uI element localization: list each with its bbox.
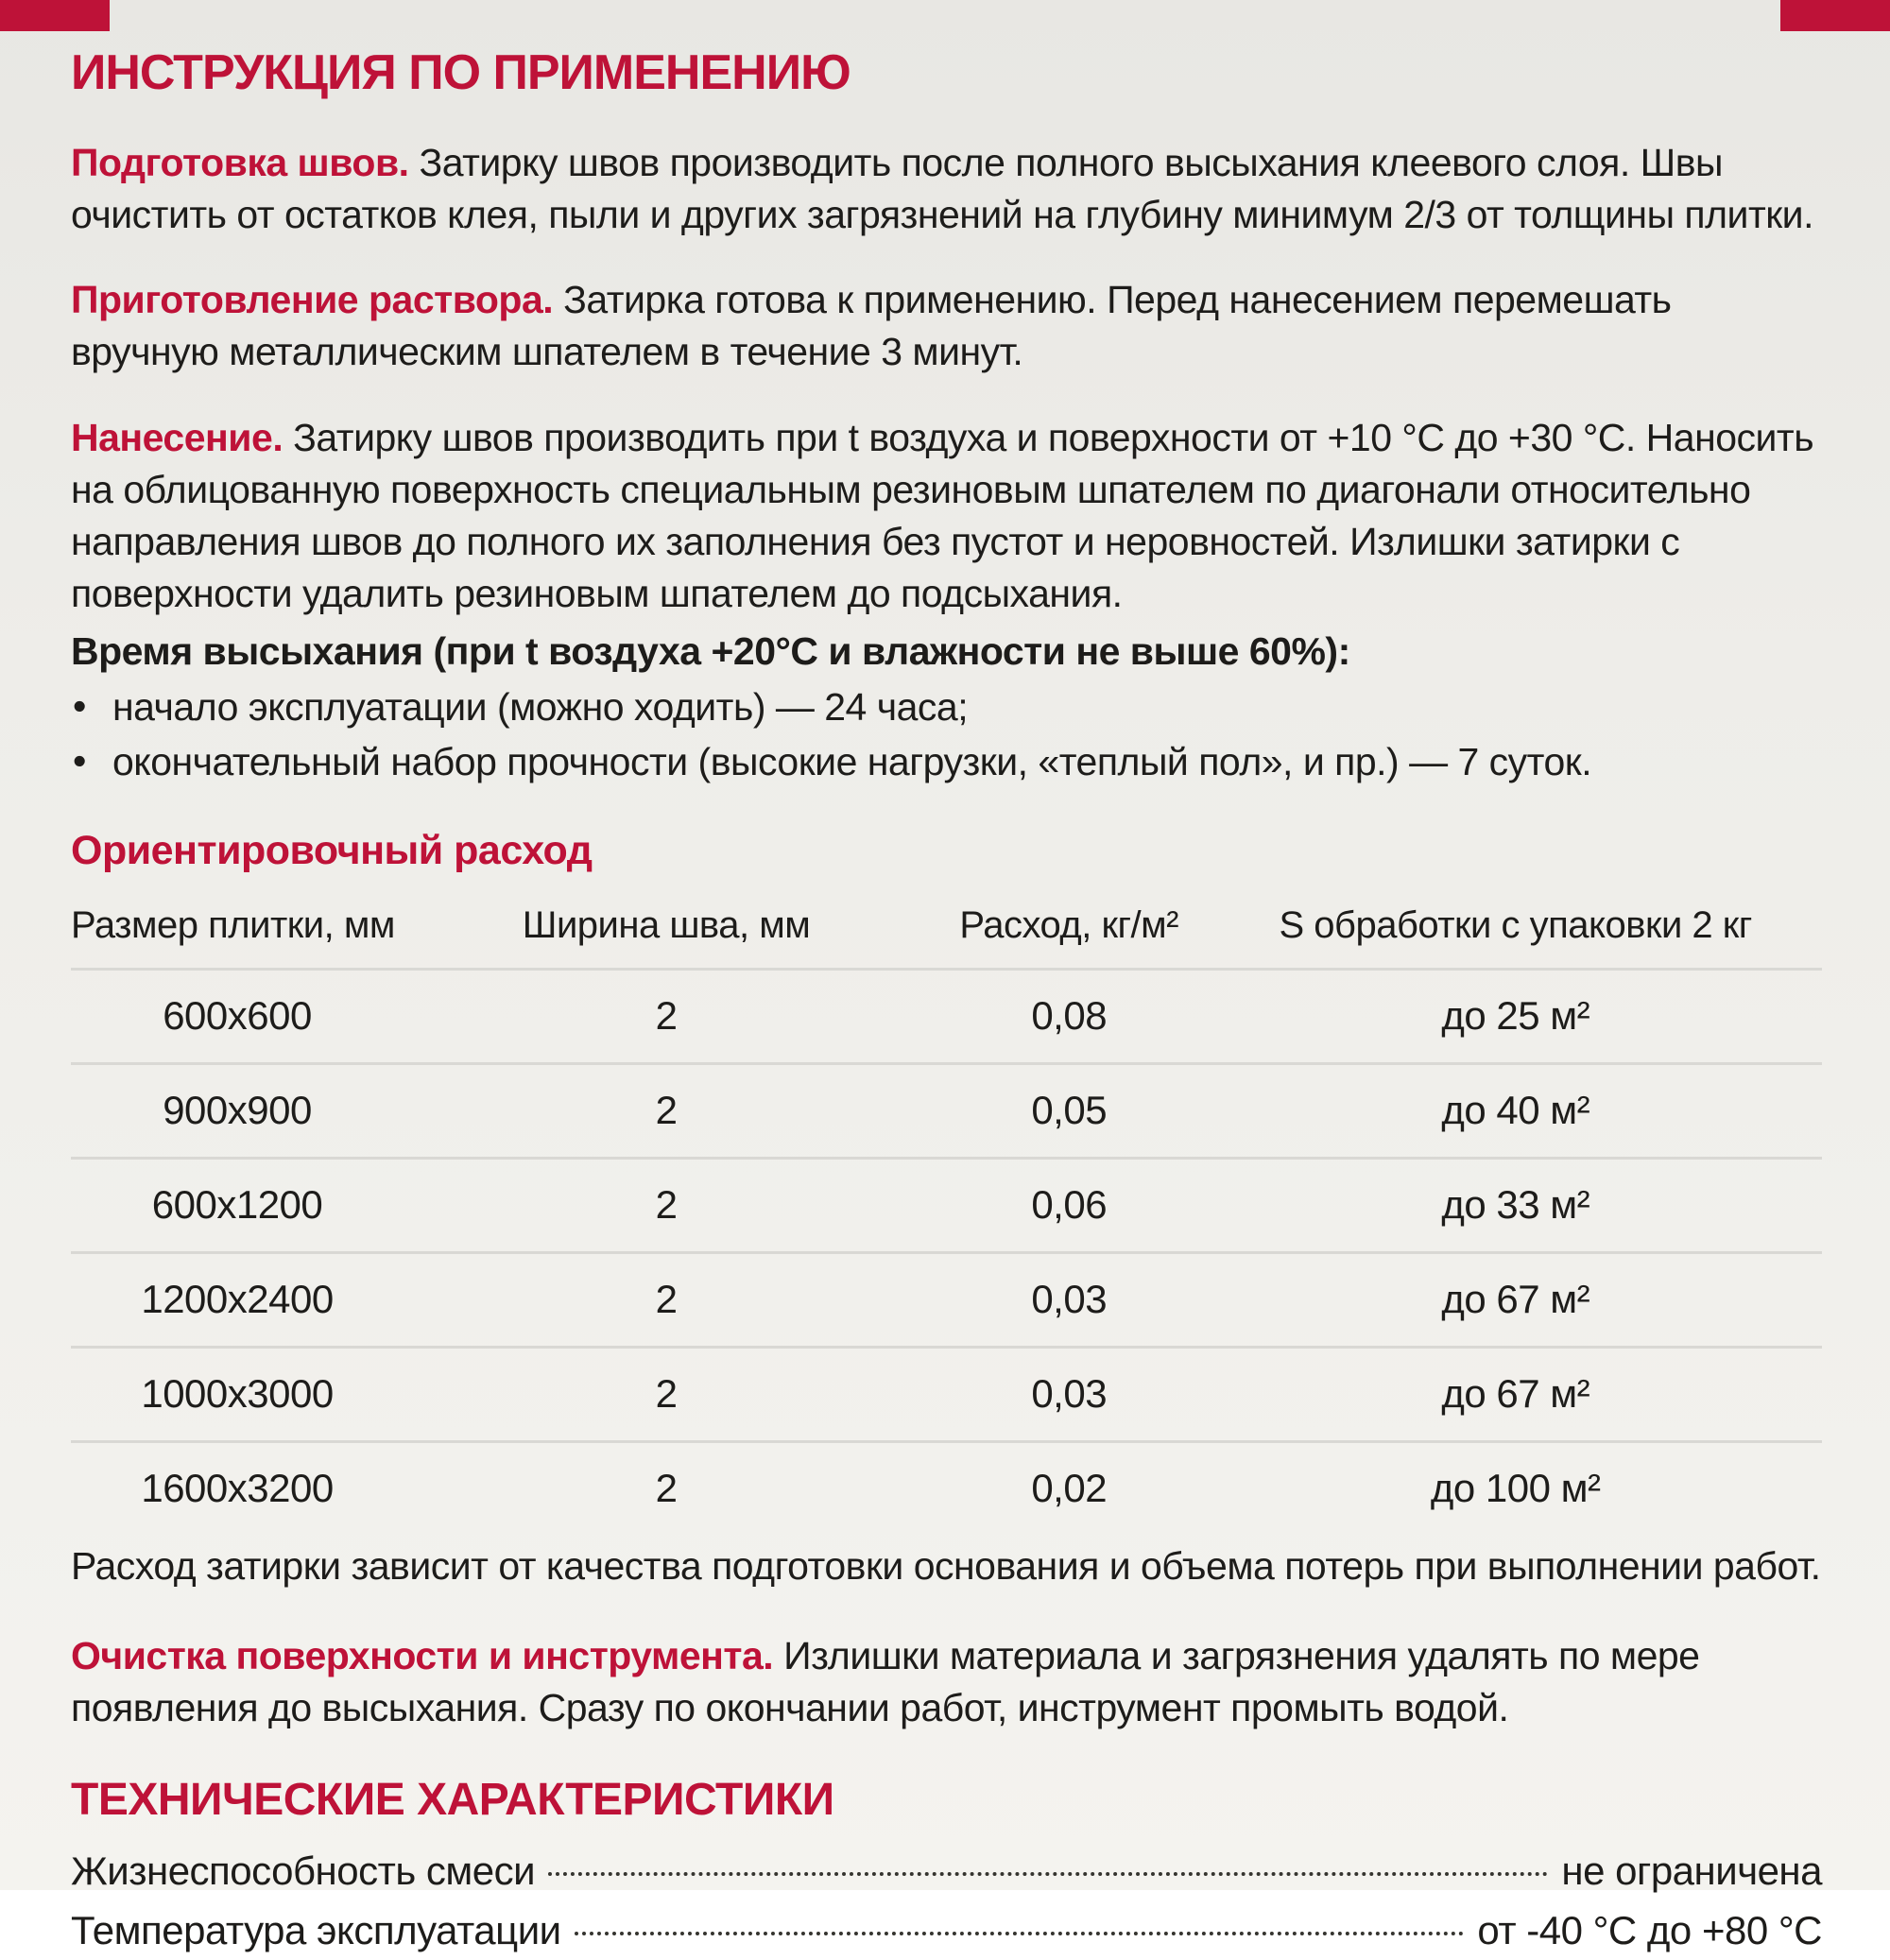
cell-joint-width: 2 [404,1159,929,1253]
cell-joint-width: 2 [655,1466,678,1511]
cell-tile-size: 600х600 [71,970,404,1064]
cell-tile-size: 1000х3000 [71,1348,404,1442]
table-row [71,1064,1822,1159]
list-item: • начало эксплуатации (можно ходить) — 24 часа; [71,679,1822,734]
paragraph-text: Затирка готова к применению. Перед нанесением перемешать вручную металлическим шпателем в течение 3 минут. [71,278,1672,374]
cell-joint-width: 2 [404,970,929,1064]
paragraph-text: Затирку швов производить при t воздуха и поверхности от +10 °С до +30 °С. Наносить на облицованную поверхность специальным резиновым шпателем по диагонали относительно направления швов до полного их заполнения без пустот и неровностей. Излишки затирки с поверхности удалить резиновым шпателем до подсыхания. [71,416,1814,616]
column-header-tile-size: Размер плитки, мм [71,893,404,970]
table-row [71,1159,1822,1253]
spec-row-service-temperature [71,1900,1822,1960]
page-title: ИНСТРУКЦИЯ ПО ПРИМЕНЕНИЮ [71,45,850,100]
table-row [71,1253,1822,1348]
column-header-consumption: Расход, кг/м² [929,893,1209,970]
cell-coverage: до 67 м² [1209,1348,1822,1442]
cell-coverage: до 25 м² [1209,970,1822,1064]
paragraph-lead: Подготовка швов. [71,140,409,184]
cell-consumption: 0,05 [929,1064,1209,1159]
drying-time-list [71,679,1822,789]
consumption-note: Расход затирки зависит от качества подготовки основания и объема потерь при выполнении работ. [71,1544,1821,1589]
cell-tile-size: 900х900 [71,1064,404,1159]
cell-coverage: до 100 м² [1430,1466,1601,1511]
paragraph-mix-preparation [71,274,1822,378]
column-header-joint-width: Ширина шва, мм [404,893,929,970]
consumption-heading: Ориентировочный расход [71,828,593,874]
red-corner-mark-right [1780,0,1890,31]
consumption-table [71,893,1822,1535]
spec-label: Температура эксплуатации [71,1907,561,1952]
cell-consumption: 0,03 [929,1348,1209,1442]
tech-specs-heading: ТЕХНИЧЕСКИЕ ХАРАКТЕРИСТИКИ [71,1774,834,1825]
label-content [71,47,1822,1960]
list-item: • окончательный набор прочности (высокие нагрузки, «теплый пол», и пр.) — 7 суток. [71,734,1822,789]
paragraph-joint-preparation [71,137,1822,241]
cell-consumption: 0,02 [1031,1466,1108,1511]
cell-coverage: до 67 м² [1209,1253,1822,1348]
cell-joint-width: 2 [404,1064,929,1159]
paragraph-lead: Приготовление раствора. [71,278,554,322]
table-row [71,1442,1822,1536]
dotted-leader [575,1932,1465,1935]
table-row [71,970,1822,1064]
cell-tile-size: 1200х2400 [71,1253,404,1348]
spec-row-pot-life [71,1841,1822,1900]
column-header-coverage: S обработки с упаковки 2 кг [1209,893,1822,970]
table-header-row [71,893,1822,970]
paragraph-lead: Очистка поверхности и инструмента. [71,1634,774,1677]
spec-value: от -40 °С до +80 °С [1477,1907,1822,1952]
cell-coverage: до 40 м² [1209,1064,1822,1159]
cell-consumption: 0,06 [929,1159,1209,1253]
spec-label: Жизнеспособность смеси [71,1848,536,1893]
paragraph-cleaning [71,1630,1822,1734]
cell-joint-width: 2 [404,1348,929,1442]
drying-time-heading: Время высыхания (при t воздуха +20°С и влажности не выше 60%): [71,629,1350,674]
table-row [71,1348,1822,1442]
paragraph-text: Излишки материала и загрязнения удалять по мере появления до высыхания. Сразу по окончании работ, инструмент промыть водой. [71,1634,1700,1729]
cell-tile-size: 600х1200 [71,1159,404,1253]
paragraph-lead: Нанесение. [71,416,284,460]
cell-joint-width: 2 [404,1253,929,1348]
red-corner-mark-left [0,0,110,31]
spec-value: не ограничена [1561,1848,1822,1893]
cell-tile-size: 1600х3200 [141,1466,334,1511]
paragraph-text: Затирку швов производить после полного высыхания клеевого слоя. Швы очистить от остатков клея, пыли и других загрязнений на глубину минимум 2/3 от толщины плитки. [71,140,1813,236]
cell-coverage: до 33 м² [1209,1159,1822,1253]
paragraph-application [71,412,1822,620]
dotted-leader [548,1872,1548,1876]
cell-consumption: 0,03 [929,1253,1209,1348]
cell-consumption: 0,08 [929,970,1209,1064]
